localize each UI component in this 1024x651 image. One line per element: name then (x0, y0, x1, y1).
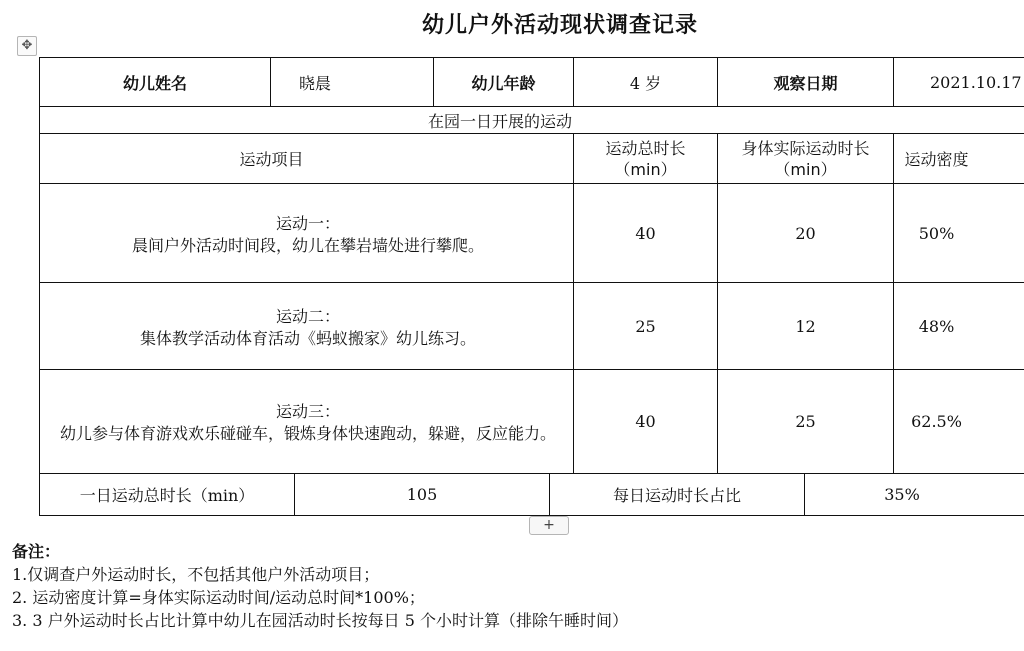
summary-row (40, 474, 1024, 516)
total-duration-label: 一日运动总时长（min） (40, 474, 295, 516)
total-cell: 25 (574, 283, 718, 370)
activity-heading: 运动一： (275, 213, 340, 233)
total-cell: 40 (574, 184, 718, 283)
activity-cell (40, 184, 574, 283)
column-header-row (40, 134, 1024, 184)
density-cell: 48% (894, 283, 1024, 370)
date-label: 观察日期 (718, 58, 894, 107)
daily-ratio-value: 35% (805, 474, 1024, 516)
col-total-label: 运动总时长 (605, 138, 686, 158)
section-title: 在园一日开展的运动 (40, 107, 1024, 134)
name-value: 晓晨 (271, 58, 434, 107)
activity-desc: 幼儿参与体育游戏欢乐碰碰车，锻炼身体快速跑动，躲避，反应能力。 (59, 424, 556, 443)
col-density: 运动密度 (894, 134, 1024, 184)
total-cell: 40 (574, 370, 718, 474)
table-row (40, 370, 1024, 474)
section-row (40, 107, 1024, 134)
table-row (40, 283, 1024, 370)
move-icon[interactable]: ✥ (17, 36, 37, 56)
activity-heading: 运动三： (275, 402, 340, 421)
info-row (40, 58, 1024, 107)
activity-desc: 晨间户外活动时间段，幼儿在攀岩墙处进行攀爬。 (131, 235, 484, 255)
name-label: 幼儿姓名 (40, 58, 271, 107)
daily-ratio-label: 每日运动时长占比 (550, 474, 805, 516)
actual-cell: 20 (718, 184, 894, 283)
col-total (574, 134, 718, 184)
actual-cell: 25 (718, 370, 894, 474)
record-table (39, 57, 1024, 474)
col-total-unit: （min） (614, 159, 677, 179)
note-item: 2. 运动密度计算=身体实际运动时间/运动总时间*100%； (12, 588, 425, 607)
table-row (40, 184, 1024, 283)
age-value: 4 岁 (574, 58, 718, 107)
notes-title: 备注： (12, 542, 61, 561)
density-cell: 62.5% (894, 370, 1024, 474)
actual-cell: 12 (718, 283, 894, 370)
activity-desc: 集体教学活动体育活动《蚂蚁搬家》幼儿练习。 (139, 328, 476, 348)
date-value: 2021.10.17 (894, 58, 1024, 107)
note-item: 1.仅调查户外运动时长，不包括其他户外活动项目； (12, 565, 380, 584)
activity-cell (40, 370, 574, 474)
plus-icon: + (543, 517, 555, 533)
col-actual-unit: （min） (774, 159, 837, 179)
notes-section (12, 540, 628, 632)
col-actual-label: 身体实际运动时长 (741, 138, 870, 158)
total-duration-value: 105 (295, 474, 550, 516)
document-title: 幼儿户外活动现状调查记录 (421, 13, 698, 38)
age-label: 幼儿年龄 (434, 58, 574, 107)
col-activity: 运动项目 (40, 134, 574, 184)
activity-heading: 运动二： (275, 306, 340, 326)
col-actual (718, 134, 894, 184)
activity-cell (40, 283, 574, 370)
note-item: 3. 3 户外运动时长占比计算中幼儿在园活动时长按每日 5 个小时计算（排除午睡时间） (12, 611, 628, 630)
summary-table (39, 473, 1024, 516)
add-row-button[interactable] (529, 516, 569, 535)
density-cell: 50% (894, 184, 1024, 283)
